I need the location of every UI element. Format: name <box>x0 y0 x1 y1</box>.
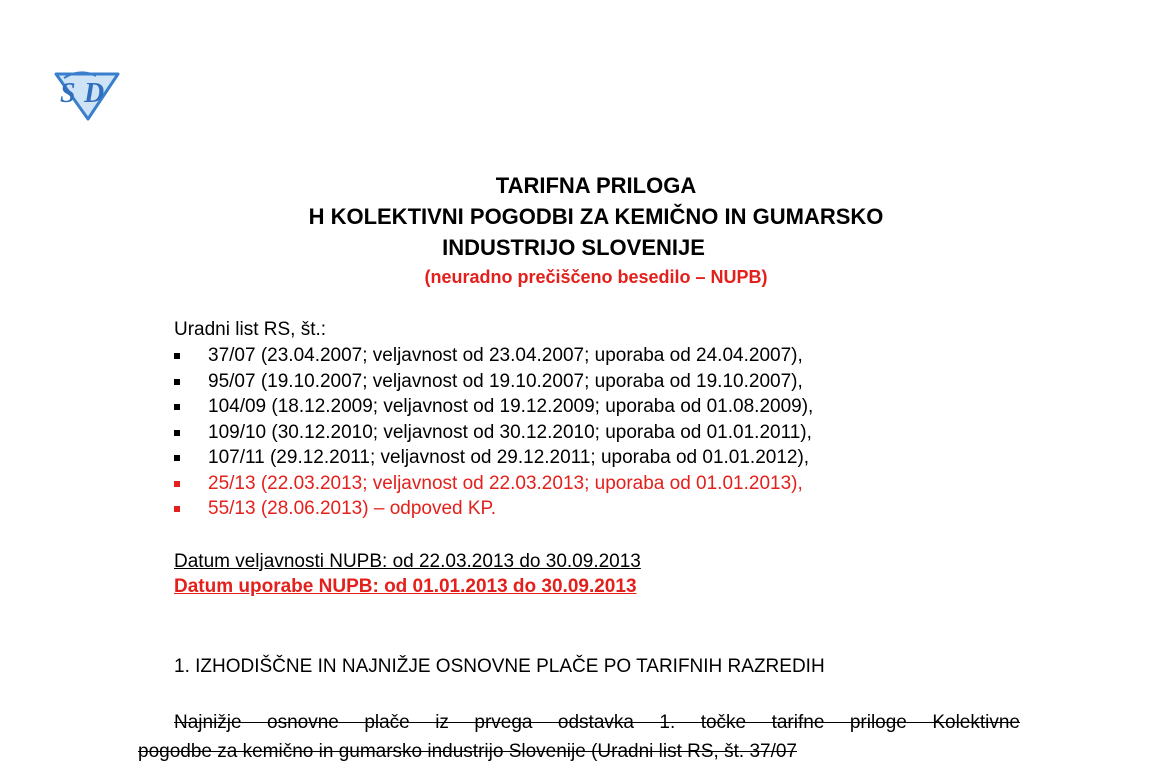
bullet-icon <box>174 430 180 436</box>
title-line-2: H KOLEKTIVNI POGODBI ZA KEMIČNO IN GUMARSKO <box>308 204 884 229</box>
sd-logo-icon <box>50 66 124 122</box>
bullet-icon <box>174 379 180 385</box>
paragraph-line-1: Najnižje osnovne plače iz prvega odstavka 1. točke tarifne priloge Kolektivne <box>174 712 1020 733</box>
bullet-icon <box>174 481 180 487</box>
title-line-1: TARIFNA PRILOGA <box>495 173 697 198</box>
list-item: 37/07 (23.04.2007; veljavnost od 23.04.2007; uporaba od 24.04.2007), <box>174 343 813 369</box>
validity-date: Datum veljavnosti NUPB: od 22.03.2013 do 30.09.2013 <box>174 551 641 572</box>
document-subtitle: (neuradno prečiščeno besedilo – NUPB) <box>424 267 768 287</box>
svg-text:D: D <box>84 78 105 109</box>
section-paragraph <box>138 708 1020 766</box>
nupb-dates <box>174 549 641 599</box>
gazette-references <box>174 317 813 522</box>
section-heading: 1. IZHODIŠČNE IN NAJNIŽJE OSNOVNE PLAČE PO TARIFNIH RAZREDIH <box>174 656 825 677</box>
list-item: 95/07 (19.10.2007; veljavnost od 19.10.2007; uporaba od 19.10.2007), <box>174 369 813 395</box>
paragraph-line-2: pogodbe za kemično in gumarsko industrijo Slovenije (Uradni list RS, št. 37/07 <box>138 741 797 762</box>
application-date: Datum uporabe NUPB: od 01.01.2013 do 30.09.2013 <box>174 576 637 597</box>
list-item: 107/11 (29.12.2011; veljavnost od 29.12.2011; uporaba od 01.01.2012), <box>174 445 813 471</box>
svg-text:S: S <box>60 78 76 109</box>
list-item: 25/13 (22.03.2013; veljavnost od 22.03.2013; uporaba od 01.01.2013), <box>174 471 813 497</box>
title-line-3: INDUSTRIJO SLOVENIJE <box>442 235 705 260</box>
bullet-icon <box>174 404 180 410</box>
gazette-label: Uradni list RS, št.: <box>174 319 327 340</box>
list-item: 55/13 (28.06.2013) – odpoved KP. <box>174 496 813 522</box>
list-item: 104/09 (18.12.2009; veljavnost od 19.12.2009; uporaba od 01.08.2009), <box>174 394 813 420</box>
document-title <box>0 170 1157 291</box>
bullet-icon <box>174 455 180 461</box>
gazette-list <box>174 343 813 522</box>
bullet-icon <box>174 506 180 512</box>
bullet-icon <box>174 353 180 359</box>
list-item: 109/10 (30.12.2010; veljavnost od 30.12.2010; uporaba od 01.01.2011), <box>174 420 813 446</box>
